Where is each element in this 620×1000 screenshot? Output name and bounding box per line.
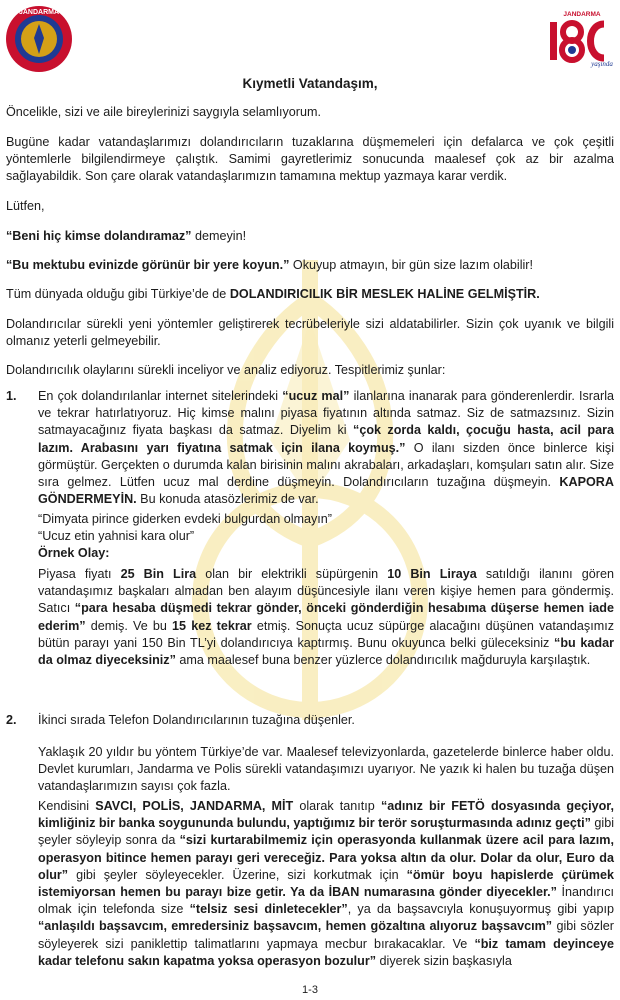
text: , ya da başsavcıyla konuşuyormuş gibi yapıp [347, 902, 614, 917]
text: gibi sözler söyleyerek sizi paniklettip talimatlarını yapmaya mecbur bırakacaklar. Ve [38, 919, 614, 951]
paragraph-warning-2 [6, 257, 614, 274]
left-logo-text: JANDARMA [18, 9, 60, 16]
text: Kendisini [38, 799, 96, 813]
paragraph-please: Lütfen, [6, 199, 45, 213]
paragraph-findings: Dolandırıcılık olaylarını sürekli inceliyor ve analiz ediyoruz. Tespitlerimiz şunlar: [6, 363, 446, 377]
text: Bu konuda atasözlerimiz de var. [136, 492, 319, 507]
bold-text: “sizi kurtarabilmemiz için operasyonda kullanmak üzere acil para lazım, operasyon bitince hemen parayı geri vereceğiz. Para yoksa altın da olur. Dolar da olur, Euro da olur” [38, 833, 614, 882]
text: diyerek sizin başkasıyla [376, 953, 512, 968]
bold-text: “ömür boyu hapislerde çürümek istemiyorsan hemen bu parayı bize getir. Ya da İBAN numarasına gönder diyecekler.” [38, 867, 614, 900]
text: etmiş. Sonuçta ucuz süpürge alacağını düşünen vatandaşımız bütün parayı yani 150 Bin TL’yi dolandırıcıya kaptırmış. Bunu okuyunca belki güleceksiniz [38, 618, 614, 650]
text: O ilanı sizden önce binlerce kişi görmüştür. Gerçekten o durumda kalan birisinin malını akrabaları, arkadaşları, komşuları satın alır. Size sıra gelmez. Lütfen ucuz mal derdine düşmeyin. Dolandırıcıların tuzağına düşmeyin. [38, 440, 614, 490]
list-number-2: 2. [6, 713, 17, 727]
example-body [38, 566, 614, 669]
proverb-1: “Dimyata pirince giderken evdeki bulgurdan olmayın” [38, 512, 332, 526]
example-label: Örnek Olay: [38, 546, 110, 560]
item-2-lead: İkinci sırada Telefon Dolandırıcılarının tuzağına düşenler. [38, 713, 355, 727]
bold-text: “para hesaba düşmedi tekrar gönder, önceki gönderdiğin hesabıma düşerse hemen iade ederim” [38, 601, 614, 633]
text: gibi şeyler söyleyip sonra da [38, 816, 615, 848]
right-logo-script: yaşında [591, 60, 613, 68]
text: satıldığı ilanını gören vatandaşımız başkaları almadan ben alayım düşüncesiyle ilanı veren kişiye hemen para göndermiş. Satıcı [38, 567, 614, 616]
letter-salutation: Kıymetli Vatandaşım, [242, 76, 378, 91]
text: olan bir elektrikli süpürgenin [196, 567, 388, 581]
text: Tüm dünyada olduğu gibi Türkiye’de de [6, 287, 230, 301]
jandarma-seal-logo [4, 4, 74, 74]
item-1-body [38, 388, 614, 508]
paragraph-methods: Dolandırıcılar sürekli yeni yöntemler geliştirerek tecrübeleriyle sizi aldatabilirler. Sizin çok uyanık ve bilgili olmanız yeterli gelmeyebilir. [6, 317, 614, 349]
bold-text: “bu kadar da olmaz diyeceksiniz” [38, 635, 614, 668]
text: demiş. Ve bu [85, 618, 173, 633]
bold-text: “anlaşıldı başsavcım, emredersiniz başsavcım, hemen gözaltına alıyoruz başsavcım” [38, 919, 553, 934]
bold-text: “ucuz mal” [282, 389, 350, 403]
bold-text: 25 Bin Lira [120, 567, 197, 581]
text: demeyin! [191, 229, 247, 243]
bold-text: 15 kez tekrar [172, 618, 252, 633]
jandarma-anniversary-logo [546, 8, 614, 70]
text: Piyasa fiyatı [38, 567, 121, 581]
bold-text: “biz tamam deyinceye kadar telefonu sakın kapatma yoksa operasyon bozulur” [38, 936, 614, 968]
text: ilanlarına inanarak para gönderenlerdir. Israrla ve tekrar hatırlatıyoruz. Hiç kimse malını piyasa fiyatının altında satmaz. Siz de satmazsınız. Sizin satmayacağınız fiyata başkası da satmaz. Diyelim ki [38, 389, 615, 438]
text: ama maalesef buna benzer yüzlerce dolandırıcılık mağduruyla karşılaştık. [175, 653, 591, 668]
bold-text: DOLANDIRICILIK BİR MESLEK HALİNE GELMİŞTİR. [229, 287, 540, 301]
text: gibi şeyler söyleyecekler. Üzerine, sizi korkutmak için [68, 867, 407, 882]
bold-text: “Beni hiç kimse dolandıramaz” [6, 229, 192, 243]
item-2-body [38, 798, 614, 970]
list-number-1: 1. [6, 389, 17, 403]
bold-text: SAVCI, POLİS, JANDARMA, MİT [95, 799, 294, 813]
item-2-history: Yaklaşık 20 yıldır bu yöntem Türkiye’de var. Maalesef televizyonlarda, gazetelerde binlerce haber oldu. Devlet kurumları, Jandarma ve Polis sürekli vatandaşımızı uyarıyor. Ne yazık ki halen bu tuzağa düşen vatandaşlarımızın sayısı çok fazla. [38, 745, 614, 794]
page-number: 1-3 [302, 984, 318, 996]
proverb-2: “Ucuz etin yahnisi kara olur” [38, 529, 195, 543]
bold-text: “Bu mektubu evinizde görünür bir yere koyun.” [6, 258, 290, 272]
text: olarak tanıtıp [293, 799, 381, 813]
bold-text: “çok zorda kaldı, çocuğu hasta, acil para lazım. Arabasını yarı fiyatına satmak için ilana koymuş.” [38, 423, 615, 455]
bold-text: 10 Bin Liraya [387, 567, 477, 581]
bold-text: “telsiz sesi dinletecekler” [189, 902, 348, 917]
paragraph-warning-1 [6, 228, 614, 245]
text: En çok dolandırılanlar internet sitelerindeki [38, 389, 283, 403]
bold-text: “adınız bir FETÖ dosyasında geçiyor, kimliğiniz bir banka soygununda bulundu, yaptığımız bir terör soruşturmasında adınız geçti” [38, 799, 615, 831]
text: İnandırıcı olmak için telefonda size [38, 885, 614, 917]
paragraph-greeting: Öncelikle, sizi ve aile bireylerinizi saygıyla selamlıyorum. [6, 105, 321, 119]
text: Okuyup atmayın, bir gün size lazım olabilir! [289, 258, 533, 272]
bold-text: KAPORA GÖNDERMEYİN. [38, 475, 614, 507]
paragraph-fraud-profession [6, 286, 614, 303]
paragraph-intro: Bugüne kadar vatandaşlarımızı dolandırıcıların tuzaklarına düşmemeleri için defalarca ve çok çeşitli yöntemlerle bilgilendirmeye çalıştık. Samimi gayretlerimiz sonucunda maalesef çok az bir azalma sağlayabildik. Son çare olarak vatandaşlarımızın tamamına mektup yazmaya karar verdik. [6, 135, 614, 184]
right-logo-text: JANDARMA [563, 11, 601, 18]
